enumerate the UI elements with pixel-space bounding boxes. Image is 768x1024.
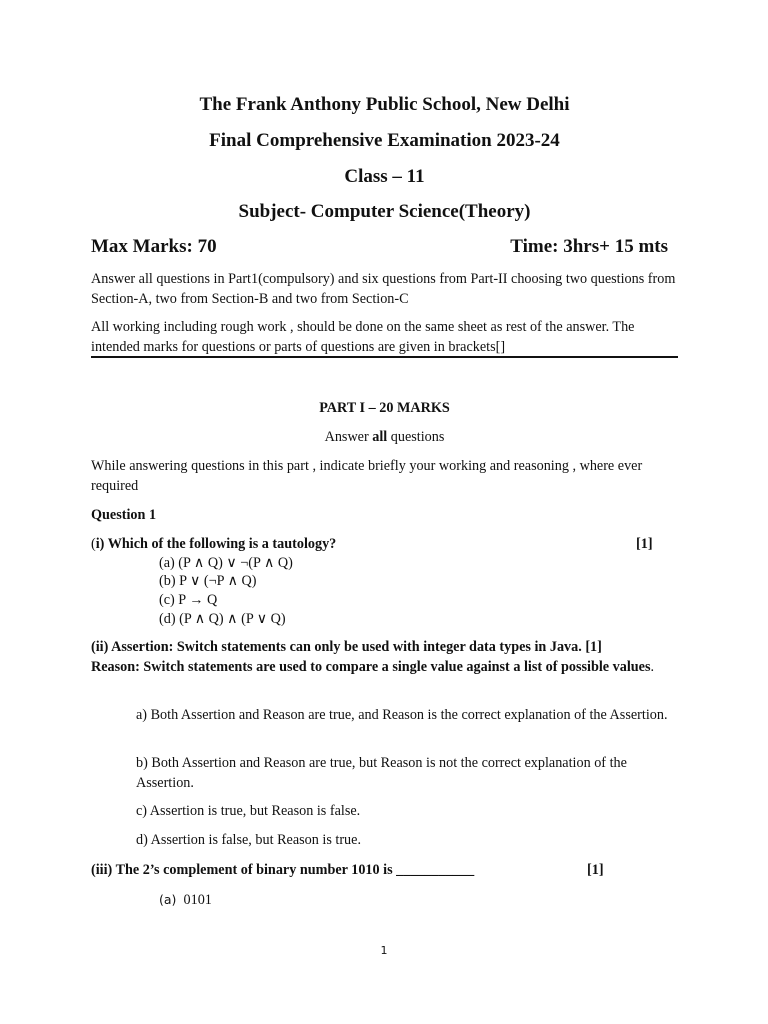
instruction-1: Answer all questions in Part1(compulsory) and six questions from Part-II choosing two questions from Section-A, two from Section-B and two from Section-C	[91, 271, 676, 307]
q1i-option-c: (c) P → Q	[159, 592, 218, 608]
exam-title: Final Comprehensive Examination 2023-24	[209, 130, 560, 151]
q1i-marks: [1]	[636, 536, 653, 552]
q1i-line	[91, 535, 678, 555]
q1ii-option-a: a) Both Assertion and Reason are true, and Reason is the correct explanation of the Assertion.	[136, 707, 668, 723]
question-label: Question 1	[91, 507, 157, 523]
q1ii-reason-end: .	[650, 659, 655, 675]
school-name: The Frank Anthony Public School, New Delhi	[199, 94, 570, 115]
q1ii-assertion: (ii) Assertion: Switch statements can only be used with integer data types in Java. [1]	[91, 639, 602, 655]
divider-rule	[91, 356, 678, 358]
time-allowed: Time: 3hrs+ 15 mts	[510, 236, 668, 257]
q1i-option-d: (d) (P ∧ Q) ∧ (P ∨ Q)	[159, 611, 286, 627]
q1ii-option-b: b) Both Assertion and Reason are true, but Reason is not the correct explanation of the Assertion.	[136, 755, 627, 791]
instruction-2: All working including rough work , should be done on the same sheet as rest of the answer. The intended marks for questions or parts of questions are given in brackets[]	[91, 319, 635, 355]
q1ii-option-c: c) Assertion is true, but Reason is false.	[136, 803, 361, 819]
part-title: PART I – 20 MARKS	[319, 400, 450, 416]
q1iii-option-a	[159, 890, 212, 911]
answer-all-line	[91, 428, 678, 448]
q1i-option-b: (b) P ∨ (¬P ∧ Q)	[159, 573, 257, 589]
q1ii-reason-text: Reason: Switch statements are used to compare a single value against a list of possible values	[91, 659, 651, 675]
q1i-open: (	[91, 536, 96, 552]
q1ii-reason	[91, 658, 678, 678]
answer-pre: Answer	[324, 429, 373, 445]
marks-time-row	[91, 236, 678, 258]
q1ii-option-d: d) Assertion is false, but Reason is true.	[136, 832, 361, 848]
q1iii-marks: [1]	[587, 862, 604, 878]
q1iii-text: (iii) The 2’s complement of binary number 1010 is ___________	[91, 862, 475, 878]
max-marks: Max Marks: 70	[91, 236, 217, 257]
q1iii-line	[91, 861, 678, 881]
answer-bold: all	[372, 429, 388, 445]
part-note: While answering questions in this part , indicate briefly your working and reasoning , where ever required	[91, 458, 643, 494]
page-number: 1	[380, 944, 388, 957]
q1i-option-a: (a) (P ∧ Q) ∨ ¬(P ∧ Q)	[159, 555, 293, 571]
q1iii-option-a-value: 0101	[183, 892, 212, 908]
class-label: Class – 11	[344, 166, 425, 187]
q1iii-option-a-label: (a)	[159, 892, 177, 907]
q1i-text: i) Which of the following is a tautology?	[95, 536, 337, 552]
answer-post: questions	[387, 429, 445, 445]
subject-label: Subject- Computer Science(Theory)	[238, 201, 531, 222]
